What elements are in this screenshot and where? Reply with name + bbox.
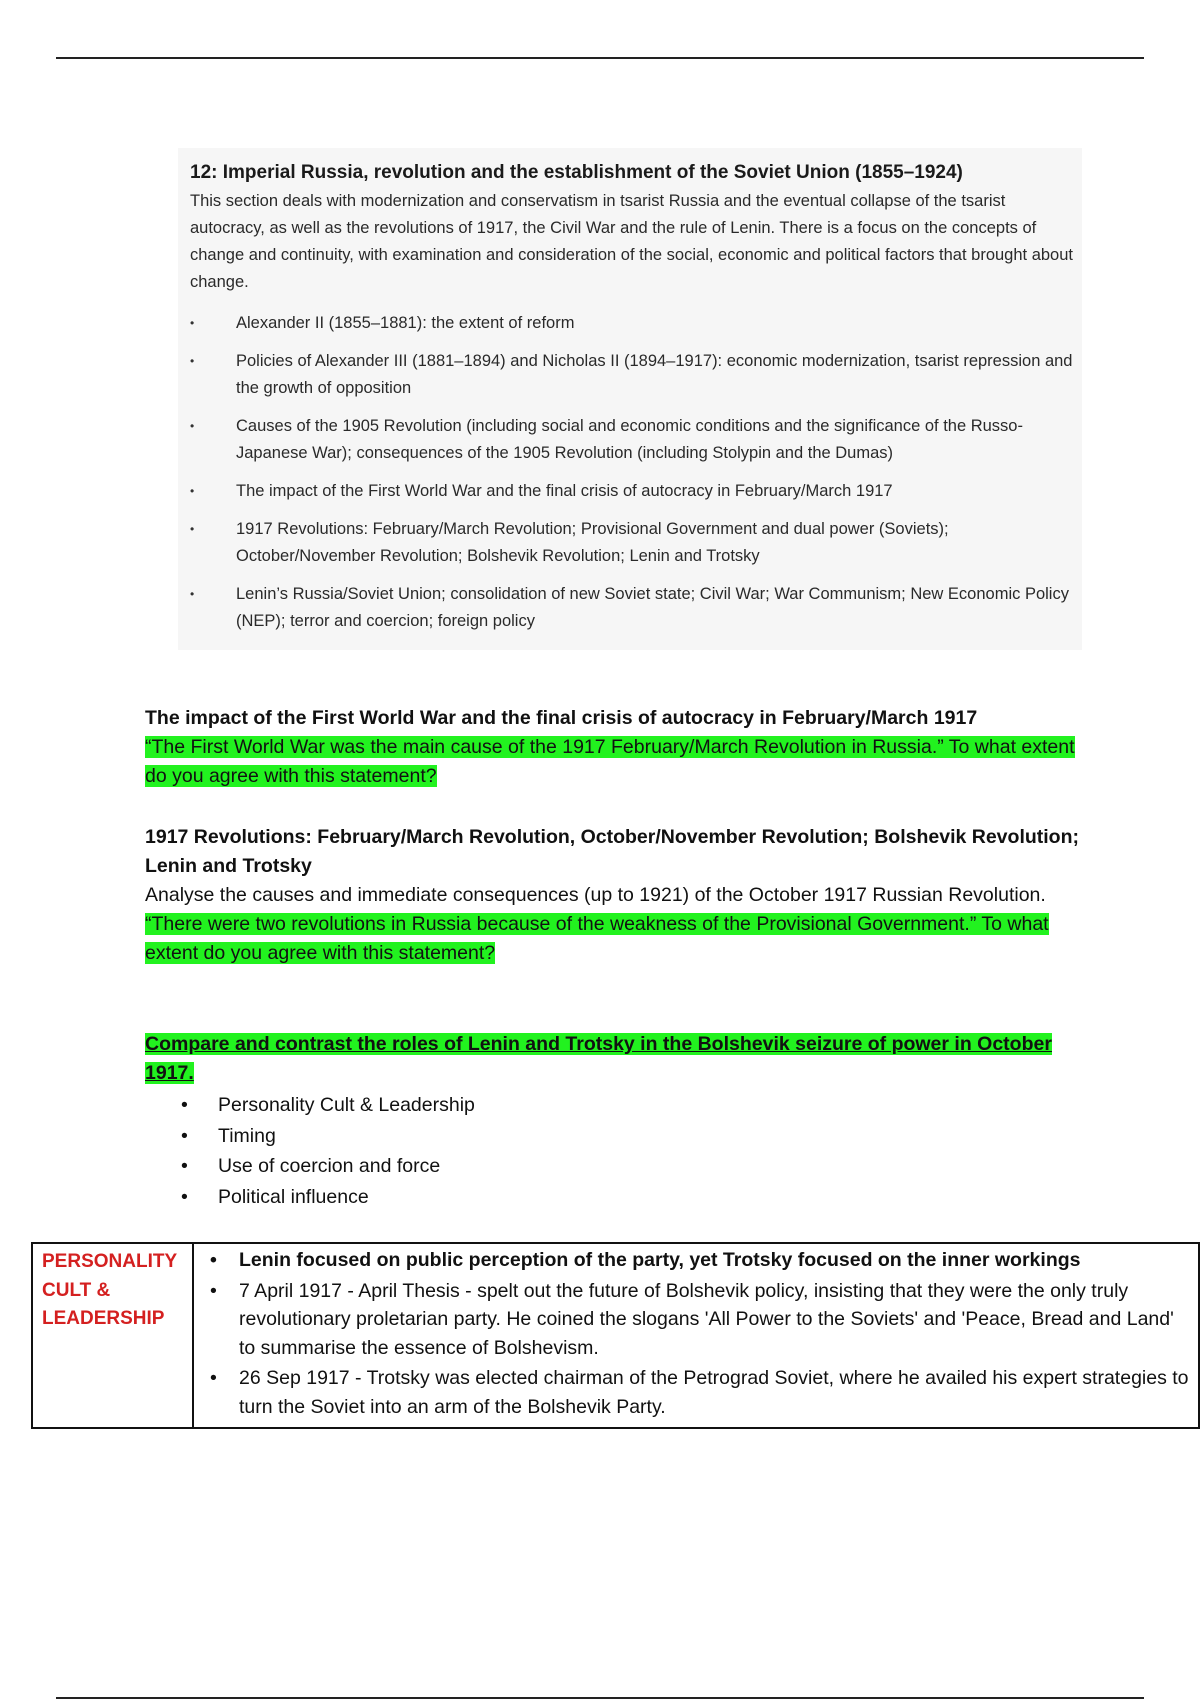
comparison-points xyxy=(145,1090,1085,1212)
syllabus-topic-text: Lenin’s Russia/Soviet Union; consolidation of new Soviet state; Civil War; War Communism; New Economic Policy (NEP); terror and coercion; foreign policy xyxy=(236,585,1069,630)
bullet-icon: • xyxy=(181,1094,188,1116)
list-item xyxy=(198,1277,1194,1363)
syllabus-topic xyxy=(190,348,1074,402)
essay-question: Analyse the causes and immediate consequences (up to 1921) of the October 1917 Russian Revolution. xyxy=(145,884,1046,906)
bullet-icon: • xyxy=(181,1124,188,1147)
list-item xyxy=(145,1182,1085,1213)
section-1917-revolutions xyxy=(145,823,1085,968)
essay-question-highlighted xyxy=(145,733,1085,791)
list-item xyxy=(198,1246,1194,1275)
section-heading: 1917 Revolutions: February/March Revolution, October/November Revolution; Bolshevik Revolution; Lenin and Trotsky xyxy=(145,826,1080,877)
syllabus-topic-text: The impact of the First World War and the final crisis of autocracy in February/March 1917 xyxy=(236,482,893,500)
list-item xyxy=(145,1090,1085,1121)
syllabus-topic xyxy=(190,516,1074,570)
list-item-text: 7 April 1917 - April Thesis - spelt out the future of Bolshevik policy, insisting that they were the only truly revolutionary proletarian party. He coined the slogans 'All Power to the Soviets' and 'Peace, Bread and Land' to summarise the essence of Bolshevism. xyxy=(239,1279,1174,1359)
list-item-text: Lenin focused on public perception of the party, yet Trotsky focused on the inner workings xyxy=(239,1249,1081,1271)
bullet-icon: • xyxy=(210,1279,217,1302)
list-item xyxy=(145,1151,1085,1182)
section-heading: The impact of the First World War and the final crisis of autocracy in February/March 1917 xyxy=(145,707,978,729)
list-item xyxy=(198,1364,1194,1421)
row-content xyxy=(193,1243,1199,1428)
essay-question-highlighted xyxy=(145,910,1085,968)
bullet-icon: • xyxy=(190,522,195,536)
highlighted-question-text: Compare and contrast the roles of Lenin and Trotsky in the Bolshevik seizure of power in October 1917. xyxy=(145,1033,1052,1084)
syllabus-excerpt xyxy=(178,148,1082,650)
row-label: PERSONALITY CULT & LEADERSHIP xyxy=(32,1243,193,1428)
highlighted-question-text: “There were two revolutions in Russia because of the weakness of the Provisional Government.” To what extent do you agree with this statement? xyxy=(145,913,1049,964)
syllabus-intro: This section deals with modernization and conservatism in tsarist Russia and the eventual collapse of the tsarist autocracy, as well as the revolutions of 1917, the Civil War and the rule of Lenin. There is a focus on the concepts of change and continuity, with examination and consideration of the social, economic and political factors that brought about change. xyxy=(190,192,1073,291)
syllabus-topic xyxy=(190,478,1074,505)
bullet-icon: • xyxy=(190,587,195,601)
bottom-rule xyxy=(56,1697,1144,1699)
syllabus-topic-text: Alexander II (1855–1881): the extent of reform xyxy=(236,314,575,332)
syllabus-topic xyxy=(190,581,1074,635)
syllabus-topic-list xyxy=(190,310,1074,635)
top-rule xyxy=(56,57,1144,59)
bullet-icon: • xyxy=(190,419,195,433)
bullet-icon: • xyxy=(181,1185,188,1208)
bullet-icon: • xyxy=(190,484,195,498)
highlighted-question-text: “The First World War was the main cause of the 1917 February/March Revolution in Russia.” To what extent do you agree with this statement? xyxy=(145,736,1075,787)
section-ww1-impact xyxy=(145,704,1085,791)
comparison-table xyxy=(31,1242,1200,1429)
syllabus-topic-text: Policies of Alexander III (1881–1894) and Nicholas II (1894–1917): economic modernization, tsarist repression and the growth of opposition xyxy=(236,352,1073,397)
syllabus-topic xyxy=(190,413,1074,467)
syllabus-topic-text: Causes of the 1905 Revolution (including social and economic conditions and the significance of the Russo-Japanese War); consequences of the 1905 Revolution (including Stolypin and the Dumas) xyxy=(236,417,1023,462)
list-item-text: Personality Cult & Leadership xyxy=(218,1094,475,1116)
bullet-icon: • xyxy=(210,1249,217,1271)
table-row xyxy=(32,1243,1199,1428)
essay-question-highlighted xyxy=(145,1030,1085,1088)
list-item-text: 26 Sep 1917 - Trotsky was elected chairman of the Petrograd Soviet, where he availed his expert strategies to turn the Soviet into an arm of the Bolshevik Party. xyxy=(239,1367,1189,1418)
bullet-icon: • xyxy=(190,354,195,368)
list-item-text: Timing xyxy=(218,1124,276,1147)
syllabus-topic xyxy=(190,310,1074,337)
bullet-icon: • xyxy=(210,1367,217,1389)
syllabus-topic-text: 1917 Revolutions: February/March Revolution; Provisional Government and dual power (Soviets); October/November Revolution; Bolshevik Revolution; Lenin and Trotsky xyxy=(236,520,949,565)
syllabus-title: 12: Imperial Russia, revolution and the establishment of the Soviet Union (1855–1924) xyxy=(190,162,963,183)
row-points xyxy=(198,1246,1194,1421)
list-item-text: Political influence xyxy=(218,1185,369,1208)
bullet-icon: • xyxy=(181,1155,188,1177)
list-item xyxy=(145,1121,1085,1152)
section-lenin-trotsky xyxy=(145,1030,1085,1212)
bullet-icon: • xyxy=(190,316,195,330)
list-item-text: Use of coercion and force xyxy=(218,1155,441,1177)
